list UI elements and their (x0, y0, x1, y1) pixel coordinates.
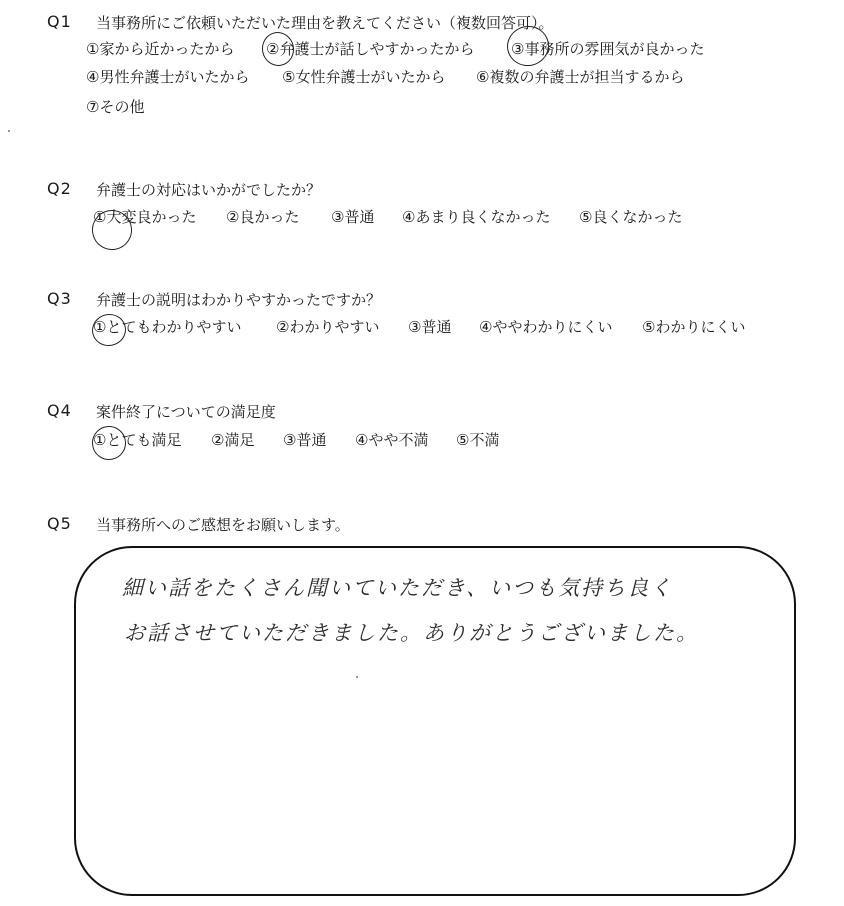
q1-number: Q1 (47, 12, 72, 31)
q2-option-2: ②良かった (226, 208, 300, 226)
q5-answer-line-1: 細い話をたくさん聞いていただき、いつも気持ち良く (122, 576, 674, 600)
q4-number: Q4 (47, 401, 72, 420)
q5-question: 当事務所へのご感想をお願いします。 (96, 516, 350, 534)
q4-option-1: ①とても満足 (93, 431, 182, 449)
scan-speck (356, 676, 358, 678)
q4-option-5: ⑤不満 (456, 431, 500, 449)
q2-option-1: ①大変良かった (93, 208, 197, 226)
q1-option-1: ①家から近かったから (86, 40, 235, 58)
q1-option-6: ⑥複数の弁護士が担当するから (476, 68, 685, 86)
q4-option-4: ④やや不満 (355, 431, 429, 449)
q4-option-3: ③普通 (283, 431, 327, 449)
q2-option-4: ④あまり良くなかった (402, 208, 551, 226)
scan-speck (8, 130, 10, 132)
q2-option-3: ③普通 (331, 208, 375, 226)
q1-option-7: ⑦その他 (86, 98, 145, 116)
q3-option-5: ⑤わかりにくい (642, 318, 746, 336)
q1-option-2: ②弁護士が話しやすかったから (266, 40, 475, 58)
q1-option-3: ③事務所の雰囲気が良かった (511, 40, 705, 58)
q3-option-2: ②わかりやすい (276, 318, 380, 336)
q5-answer-line-2: お話させていただきました。ありがとうございました。 (124, 621, 699, 645)
q3-option-4: ④ややわかりにくい (479, 318, 613, 336)
q1-option-5: ⑤女性弁護士がいたから (282, 68, 446, 86)
q3-option-3: ③普通 (408, 318, 452, 336)
q2-number: Q2 (47, 179, 72, 198)
q1-option-4: ④男性弁護士がいたから (86, 68, 250, 86)
q4-option-2: ②満足 (211, 431, 255, 449)
q3-option-1: ①とてもわかりやすい (93, 318, 242, 336)
q3-question: 弁護士の説明はわかりやすかったですか？ (96, 291, 382, 309)
q2-option-5: ⑤良くなかった (579, 208, 683, 226)
q5-number: Q5 (47, 514, 72, 533)
q3-number: Q3 (47, 289, 72, 308)
q1-question: 当事務所にご依頼いただいた理由を教えてください（複数回答可）。 (96, 14, 554, 32)
q2-question: 弁護士の対応はいかがでしたか？ (96, 181, 322, 199)
q4-question: 案件終了についての満足度 (96, 403, 276, 421)
